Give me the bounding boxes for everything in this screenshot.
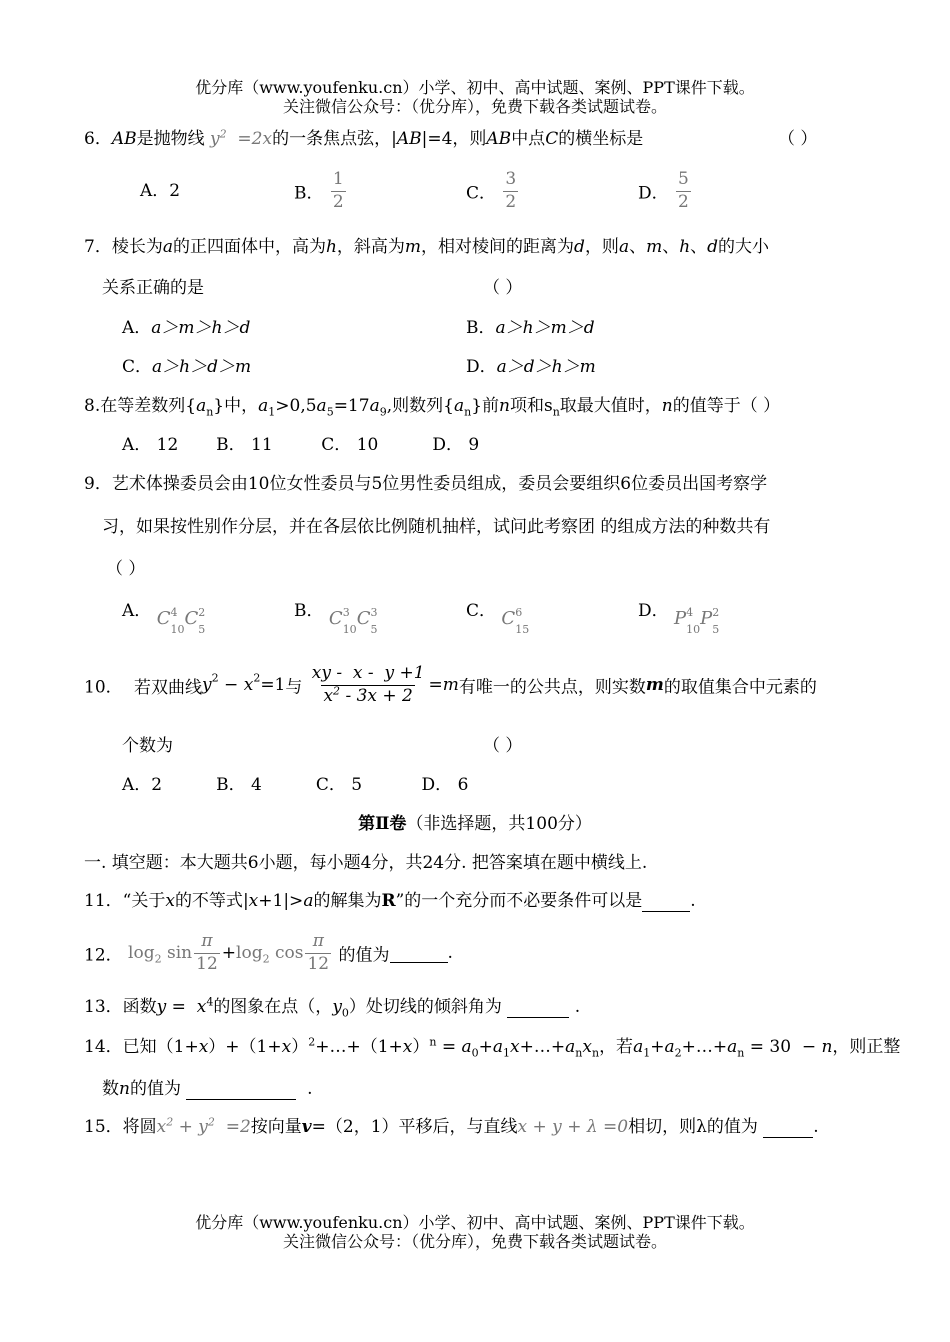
- q6-option-a: A．2: [140, 181, 181, 201]
- question-10: 10． 若双曲线$y^2 - x^2=1$与 $\frac{xy - x - y +1}{x^2 - 3x + 2}$ =m有唯一的公共点，则实数m的取值集合中元素的: [84, 663, 817, 706]
- q7-option-d: D．a＞d＞h＞m: [466, 357, 596, 377]
- footer-line-1: 优分库（www.youfenku.cn）小学、初中、高中试题、案例、PPT课件下载。: [195, 1213, 755, 1232]
- q7-option-a: A．a＞m＞h＞d: [122, 318, 251, 338]
- q14-line-2: 数n的值为 .: [102, 1079, 313, 1099]
- parabola-equation: $y^2 =2x$: [210, 127, 273, 149]
- q14-answer-blank[interactable]: [186, 1081, 296, 1100]
- q9-option-d: D． P 4 10 P 2 5: [638, 601, 720, 636]
- q9-number: 9．: [84, 474, 112, 494]
- q9-answer-paren: （ ）: [106, 559, 146, 579]
- q7-answer-paren: （ ）: [483, 278, 523, 298]
- q7-line-2: 关系正确的是: [102, 278, 204, 298]
- q10-fraction: $\frac{xy - x - y +1}{x^2 - 3x + 2}$: [311, 663, 425, 706]
- q9-b-formula: C 3 10 C 3 5: [328, 606, 378, 636]
- q9-option-b: B． C 3 10 C 3 5: [294, 601, 378, 636]
- q13-answer-blank[interactable]: [507, 999, 569, 1018]
- q12-number: 12．: [84, 945, 123, 966]
- page-footer: [0, 1213, 950, 1251]
- q9-option-c: C． C 6 15: [466, 601, 530, 636]
- q6-option-c: C． $\frac{3}{2}$: [466, 169, 517, 212]
- q6-option-b: B． $\frac{1}{2}$: [294, 169, 344, 212]
- q15-answer-blank[interactable]: [763, 1119, 813, 1138]
- page-header: [0, 78, 950, 116]
- q6-option-d: D． $\frac{5}{2}$: [638, 169, 689, 212]
- question-8: 8.在等差数列$\{a_n\}$中，$a_1>0,5a_5=17a_9$,则数列$\{a_n\}$前n项和$s_n$取最大值时，n的值等于（ ）: [84, 396, 781, 419]
- q12-expression: $\log_2 \sin$: [128, 943, 193, 966]
- q6-d-fraction: $\frac{5}{2}$: [678, 169, 689, 212]
- question-7: 7．棱长为a的正四面体中，高为h，斜高为m，相对棱间的距离为d，则a、m、h、d的大小: [84, 237, 770, 257]
- q10-line-2: 个数为: [122, 736, 173, 756]
- q8-number: 8.: [84, 396, 101, 416]
- q7-number: 7．: [84, 237, 112, 257]
- q10-options: A．2 B． 4 C． 5 D． 6: [122, 775, 469, 795]
- question-13: 13．函数$y = x^4$的图象在点（，$y_0$）处切线的倾斜角为 .: [84, 995, 581, 1020]
- header-line-2: 关注微信公众号：（优分库），免费下载各类试题试卷。: [282, 97, 667, 116]
- line-equation: x + y + λ =0: [517, 1117, 629, 1137]
- footer-line-2: 关注微信公众号：（优分库），免费下载各类试题试卷。: [282, 1232, 667, 1251]
- q9-c-formula: C 6 15: [501, 606, 530, 636]
- q10-answer-paren: （ ）: [483, 736, 523, 756]
- q12-answer-blank[interactable]: [390, 944, 448, 963]
- q14-number: 14．: [84, 1037, 123, 1057]
- q6-b-fraction: $\frac{1}{2}$: [332, 169, 344, 212]
- q9-line-2: 习，如果按性别作分层，并在各层依比例随机抽样，试问此考察团 的组成方法的种数共有: [102, 517, 771, 537]
- section-2-title: 第Ⅱ卷（非选择题，共100分）: [358, 814, 592, 834]
- question-12: 12． $\log_2 \sin$ $\frac{\pi}{12}$ $+\log_2$ cos $\frac{\pi}{12}$ 的值为 .: [84, 931, 453, 974]
- question-15: 15．将圆$x^2 + y^2 =2$按向量v=（2，1）平移后，与直线x + y + λ =0相切，则λ的值为 .: [84, 1115, 819, 1137]
- q11-number: 11．: [84, 891, 123, 911]
- q9-a-formula: C 4 10 C 2 5: [156, 606, 206, 636]
- header-line-1: 优分库（www.youfenku.cn）小学、初中、高中试题、案例、PPT课件下载。: [195, 78, 755, 97]
- question-6: 6．AB是抛物线 $y^2 =2x$的一条焦点弦，|AB|=4，则AB中点C的横坐标是: [84, 127, 644, 149]
- q10-number: 10．: [84, 677, 123, 698]
- q6-number: 6．: [84, 129, 112, 149]
- q9-d-formula: P 4 10 P 2 5: [674, 606, 720, 636]
- q7-option-b: B．a＞h＞m＞d: [466, 318, 595, 338]
- q7-option-c: C．a＞h＞d＞m: [122, 357, 252, 377]
- q6-answer-paren: （ ）: [778, 129, 818, 149]
- q15-number: 15．: [84, 1117, 123, 1137]
- question-14: 14．已知$(1+x)+(1+x)^2+\dots+(1+x)^n$ = $a_0+a_1x+\dots+a_nx_n$，若$a_1+a_2+\dots+a_n = 30 - n$，则正整: [84, 1035, 901, 1060]
- question-11: 11．“关于x的不等式|x+1|>a的解集为R”的一个充分而不必要条件可以是 .: [84, 891, 696, 911]
- q9-option-a: A． C 4 10 C 2 5: [122, 601, 206, 636]
- q11-answer-blank[interactable]: [642, 893, 690, 912]
- q8-options: A． 12 B． 11 C． 10 D． 9: [122, 435, 480, 455]
- circle-equation: $x^2 + y^2 =2$: [156, 1115, 251, 1137]
- question-9: 9．艺术体操委员会由10位女性委员与5位男性委员组成，委员会要组织6位委员出国考察学: [84, 474, 768, 494]
- fill-in-instructions: 一. 填空题：本大题共6小题，每小题4分，共24分. 把答案填在题中横线上.: [84, 853, 648, 873]
- q6-c-fraction: $\frac{3}{2}$: [505, 169, 517, 212]
- q13-number: 13．: [84, 997, 123, 1017]
